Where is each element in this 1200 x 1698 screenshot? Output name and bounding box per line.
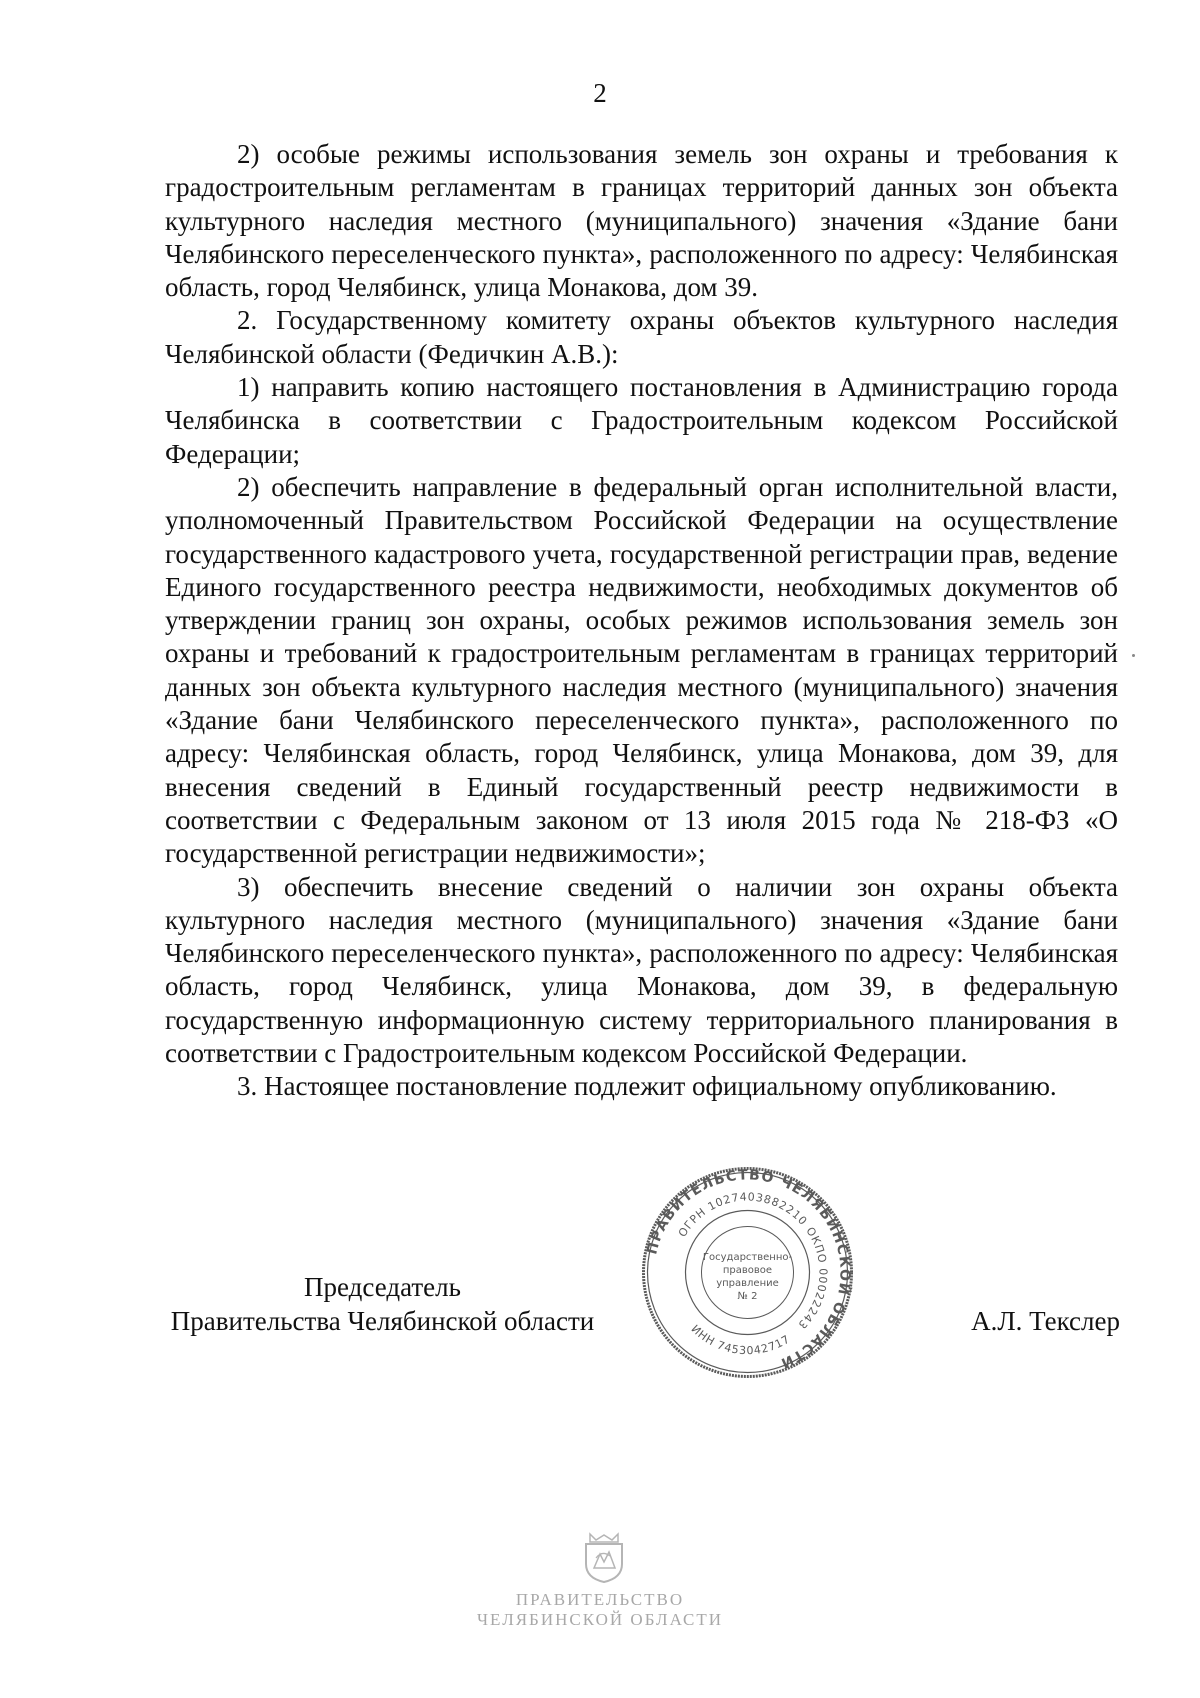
seal-center-line2: правовое: [722, 1265, 773, 1276]
official-seal-stamp: [640, 1165, 855, 1380]
seal-ogrn: ОГРН 1027403882210: [675, 1190, 810, 1240]
paragraph-send-copy: 1) направить копию настоящего постановления в Администрацию города Челябинска в соответствии с Градостроительным кодексом Российской Федерации;: [165, 372, 1118, 469]
seal-center-line3: управление: [716, 1278, 779, 1289]
seal-okpo: ОКПО 00022243: [795, 1224, 830, 1332]
paragraph-zones-regimes: 2) особые режимы использования земель зон охраны и требования к градостроительным регламентам в границах территорий данных зон объекта культурного наследия местного (муниципального) значения «Здание бани Челябинского переселенческого пункта», расположенного по адресу: Челябинская область, город Челябинск, улица Монакова, дом 39.: [165, 139, 1118, 303]
paragraph-information-system: 3) обеспечить внесение сведений о наличии зон охраны объекта культурного наследия местного (муниципального) значения «Здание бани Челябинского переселенческого пункта», расположенного по адресу: Челябинская область, город Челябинск, улица Монакова, дом 39, в федеральную государственную информационную систему территориального планирования в соответствии с Градостроительным кодексом Российской Федерации.: [165, 871, 1118, 1069]
signatory-title-line2: Правительства Челябинской области: [170, 1306, 595, 1336]
seal-outer-text: ПРАВИТЕЛЬСТВО ЧЕЛЯБИНСКОЙ ОБЛАСТИ: [644, 1167, 853, 1372]
signatory-title: [155, 1270, 610, 1338]
seal-inn: ИНН 7453042717: [688, 1322, 793, 1358]
paragraph-federal-registration: 2) обеспечить направление в федеральный орган исполнительной власти, уполномоченный Правительством Российской Федерации на осуществление государственного кадастрового учета, государственной регистрации прав, ведение Единого государственного реестра недвижимости, необходимых документов об утверждении границ зон охраны, особых режимов использования земель зон охраны и требований к градостроительным регламентам в границах территорий данных зон объекта культурного наследия местного (муниципального) значения «Здание бани Челябинского переселенческого пункта», расположенного по адресу: Челябинская область, город Челябинск, улица Монакова, дом 39, для внесения сведений в Единый государственный реестр недвижимости в соответствии с Федеральным законом от 13 июля 2015 года № 218-ФЗ «О государственной регистрации недвижимости»;: [165, 471, 1118, 869]
scan-speck: [1132, 654, 1135, 657]
document-body: [165, 138, 1118, 1104]
page-number: 2: [593, 78, 607, 108]
coat-of-arms-icon: [582, 1532, 626, 1584]
footer-org-line2: ЧЕЛЯБИНСКОЙ ОБЛАСТИ: [476, 1610, 724, 1629]
paragraph-state-committee: 2. Государственному комитету охраны объектов культурного наследия Челябинской области (Федичкин А.В.):: [165, 305, 1118, 369]
seal-center-line4: № 2: [737, 1291, 758, 1302]
footer-org-line1: ПРАВИТЕЛЬСТВО: [515, 1590, 685, 1609]
signatory-name: А.Л. Текслер: [971, 1306, 1120, 1336]
paragraph-publication: 3. Настоящее постановление подлежит официальному опубликованию.: [237, 1071, 1057, 1102]
signatory-title-line1: Председатель: [304, 1272, 461, 1302]
seal-center-line1: Государственно-: [702, 1252, 793, 1263]
